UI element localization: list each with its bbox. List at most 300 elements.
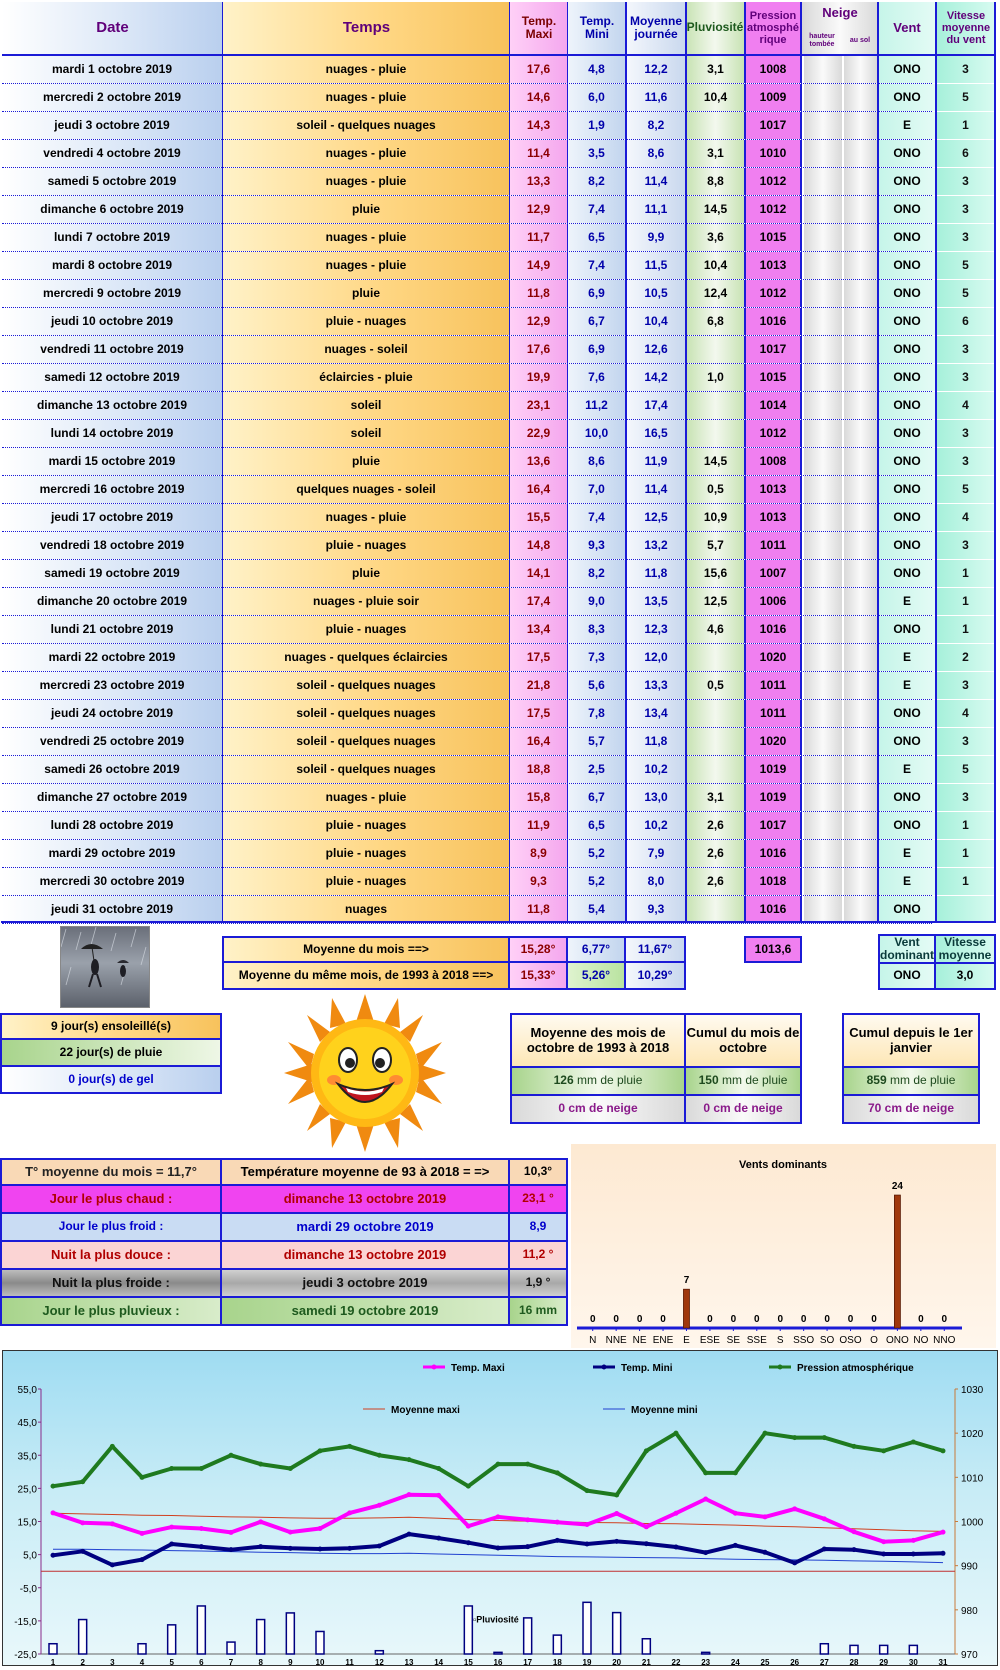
cell-pression: 1018	[744, 868, 802, 895]
cell-neige-hauteur	[804, 644, 842, 671]
cell-moyenne: 8,0	[627, 868, 685, 895]
cell-tmin: 6,5	[568, 224, 625, 251]
cell-vitesse: 5	[937, 280, 994, 307]
wind-category-label: OSO	[839, 1335, 862, 1346]
temp-maxi-point	[199, 1526, 204, 1531]
cell-neige-sol	[844, 476, 877, 503]
annee-neige: 70 cm de neige	[842, 1096, 980, 1124]
cell-temps: soleil	[223, 420, 509, 447]
cell-pression: 1020	[744, 728, 802, 755]
wind-bar-label: 0	[730, 1314, 737, 1325]
cell-temps: nuages - pluie	[223, 504, 509, 531]
cell-tmin: 6,9	[568, 280, 625, 307]
temp-mini-point	[496, 1546, 501, 1551]
pression-point	[466, 1484, 471, 1489]
cell-pression: 1015	[744, 364, 802, 391]
cell-temps: pluie	[223, 280, 509, 307]
legend-pluviosite: ▫Pluviosité	[473, 1614, 519, 1625]
cell-vitesse: 3	[937, 532, 994, 559]
pression-point	[229, 1453, 234, 1458]
cell-neige-hauteur	[804, 868, 842, 895]
cell-temps: nuages - pluie	[223, 168, 509, 195]
cell-pluviosite	[687, 756, 744, 783]
cell-pression: 1011	[744, 532, 802, 559]
wind-bar-label: 0	[707, 1314, 713, 1325]
rain-bar	[79, 1620, 87, 1654]
rain-bar	[464, 1606, 472, 1654]
cell-pression: 1012	[744, 280, 802, 307]
moyenne-mois-label: Moyenne du mois ==>	[222, 936, 510, 963]
cell-neige-sol	[844, 336, 877, 363]
cell-vent: ONO	[879, 140, 935, 167]
cell-vent: ONO	[879, 56, 935, 83]
temp-maxi-point	[941, 1530, 946, 1535]
pression-point	[792, 1435, 797, 1440]
pression-point	[80, 1479, 85, 1484]
froid-value: 8,9	[510, 1214, 568, 1242]
cell-neige-hauteur	[804, 700, 842, 727]
cell-moyenne: 8,2	[627, 112, 685, 139]
cell-tmin: 7,4	[568, 196, 625, 223]
rain-bar	[494, 1652, 502, 1654]
rain-bar	[583, 1602, 591, 1654]
cell-pluviosite	[687, 728, 744, 755]
cell-neige-sol	[844, 224, 877, 251]
temp-mini-point	[318, 1546, 323, 1551]
cell-pluviosite: 3,1	[687, 784, 744, 811]
cell-date: jeudi 10 octobre 2019	[2, 308, 222, 335]
cell-pression: 1008	[744, 448, 802, 475]
pression-point	[911, 1440, 916, 1445]
wind-bar	[894, 1195, 900, 1328]
temp-mini-point	[229, 1547, 234, 1552]
wind-bar-label: 0	[847, 1314, 854, 1325]
cell-pluviosite: 2,6	[687, 812, 744, 839]
wind-bar-label: 24	[891, 1181, 903, 1193]
cell-pression: 1012	[744, 196, 802, 223]
wind-category-label: ESE	[699, 1335, 720, 1346]
chaud-label: Jour le plus chaud :	[0, 1186, 222, 1214]
cell-vent: E	[879, 840, 935, 867]
cell-vent: ONO	[879, 392, 935, 419]
legend-marker	[432, 1365, 437, 1370]
cell-tmin: 3,5	[568, 140, 625, 167]
cell-moyenne: 11,9	[627, 448, 685, 475]
cell-temps: pluie - nuages	[223, 868, 509, 895]
rain-bar	[257, 1620, 265, 1654]
rain-bar	[880, 1645, 888, 1654]
pluvieux-date: samedi 19 octobre 2019	[222, 1298, 510, 1326]
left-tick-label: -5,0	[19, 1583, 37, 1595]
cell-vent: E	[879, 672, 935, 699]
cell-vitesse: 3	[937, 336, 994, 363]
header-vitesse: Vitesse moyenne du vent	[936, 2, 996, 54]
temp-mini-point	[199, 1544, 204, 1549]
cell-neige-hauteur	[804, 280, 842, 307]
cell-neige-hauteur	[804, 616, 842, 643]
cell-pression: 1006	[744, 588, 802, 615]
cell-date: jeudi 31 octobre 2019	[2, 896, 222, 923]
right-tick-label: 1020	[961, 1429, 984, 1441]
cell-vitesse: 1	[937, 560, 994, 587]
cell-vent: ONO	[879, 252, 935, 279]
moyenne-neige: 0 cm de neige	[510, 1096, 686, 1124]
cell-tmin: 7,4	[568, 252, 625, 279]
cell-tmin: 5,4	[568, 896, 625, 923]
wind-category-label: NNE	[605, 1335, 627, 1346]
cell-tmax: 11,8	[510, 280, 567, 307]
cell-neige-hauteur	[804, 364, 842, 391]
rain-bar	[820, 1644, 828, 1654]
wind-category-label: ONO	[886, 1335, 909, 1346]
temp-mini-point	[674, 1545, 679, 1550]
legend-marker	[602, 1365, 607, 1370]
annee-pluie-unit: mm de pluie	[890, 1073, 956, 1088]
cell-moyenne: 11,5	[627, 252, 685, 279]
temp-mini-point	[614, 1539, 619, 1544]
temp-maxi-point	[407, 1492, 412, 1497]
cell-tmin: 7,6	[568, 364, 625, 391]
x-tick-label: 10	[315, 1658, 325, 1667]
header-date: Date	[2, 2, 223, 54]
temp-maxi-point	[288, 1530, 293, 1535]
cell-neige-sol	[844, 84, 877, 111]
wind-category-label: SSE	[746, 1335, 767, 1346]
cell-moyenne: 12,3	[627, 616, 685, 643]
cell-temps: pluie - nuages	[223, 308, 509, 335]
wind-chart	[571, 1144, 996, 1348]
cell-pression: 1015	[744, 224, 802, 251]
cell-pluviosite: 2,6	[687, 868, 744, 895]
temp-maxi-point	[763, 1514, 768, 1519]
header-neige-label: Neige	[822, 5, 858, 20]
rain-bar	[613, 1613, 621, 1654]
moyenne-pluie	[510, 1068, 686, 1096]
cell-temps: soleil - quelques nuages	[223, 756, 509, 783]
temp-maxi-point	[466, 1524, 471, 1529]
cell-tmax: 14,8	[510, 532, 567, 559]
rain-bar	[702, 1652, 710, 1654]
douce-date: dimanche 13 octobre 2019	[222, 1242, 510, 1270]
cell-pluviosite: 3,1	[687, 56, 744, 83]
rain-bar	[553, 1635, 561, 1654]
right-tick-label: 1000	[961, 1517, 984, 1529]
cell-vent: ONO	[879, 308, 935, 335]
cell-vitesse: 5	[937, 84, 994, 111]
cell-vent: ONO	[879, 560, 935, 587]
cell-date: mercredi 30 octobre 2019	[2, 868, 222, 895]
temp-mini-point	[941, 1551, 946, 1556]
legend-label: Temp. Mini	[621, 1363, 673, 1374]
cell-temps: nuages - pluie	[223, 784, 509, 811]
temp-maxi-point	[911, 1538, 916, 1543]
x-tick-label: 13	[404, 1658, 414, 1667]
x-tick-label: 7	[228, 1658, 234, 1667]
left-tick-label: -25,0	[14, 1650, 37, 1661]
cell-neige-sol	[844, 504, 877, 531]
sun-smiley-icon	[282, 992, 448, 1154]
cell-vent: ONO	[879, 784, 935, 811]
cell-date: dimanche 13 octobre 2019	[2, 392, 222, 419]
pluvieux-value: 16 mm	[510, 1298, 568, 1326]
wind-category-label: N	[589, 1335, 597, 1346]
cell-vent: ONO	[879, 616, 935, 643]
left-tick-label: 35,0	[17, 1451, 37, 1463]
legend-label: Moyenne mini	[631, 1405, 698, 1416]
rain-bar	[375, 1651, 383, 1654]
cell-pluviosite	[687, 392, 744, 419]
pression-point	[110, 1444, 115, 1449]
nuitfroide-date: jeudi 3 octobre 2019	[222, 1270, 510, 1298]
cell-pluviosite: 12,4	[687, 280, 744, 307]
cell-vent: ONO	[879, 812, 935, 839]
cell-pression: 1012	[744, 168, 802, 195]
x-tick-label: 23	[701, 1658, 711, 1667]
cell-date: lundi 28 octobre 2019	[2, 812, 222, 839]
cell-neige-sol	[844, 392, 877, 419]
cell-neige-hauteur	[804, 196, 842, 223]
cell-pluviosite: 12,5	[687, 588, 744, 615]
cell-neige-hauteur	[804, 476, 842, 503]
pression-point	[496, 1462, 501, 1467]
temp-maxi-point	[229, 1530, 234, 1535]
cell-moyenne: 8,6	[627, 140, 685, 167]
temp-mini-point	[792, 1560, 797, 1565]
cell-tmin: 6,7	[568, 308, 625, 335]
tmoy-hist-value: 10,3°	[510, 1158, 568, 1186]
header-neige-sol: au sol	[849, 37, 871, 45]
temp-mini-point	[377, 1544, 382, 1549]
cell-temps: nuages - pluie	[223, 56, 509, 83]
temp-mini-point	[347, 1546, 352, 1551]
cell-date: vendredi 4 octobre 2019	[2, 140, 222, 167]
pression-point	[318, 1448, 323, 1453]
cell-vent: ONO	[879, 280, 935, 307]
cell-moyenne: 10,2	[627, 812, 685, 839]
cell-vent: ONO	[879, 532, 935, 559]
x-tick-label: 6	[199, 1658, 204, 1667]
cell-temps: soleil	[223, 392, 509, 419]
cell-neige-sol	[844, 280, 877, 307]
cell-tmax: 15,5	[510, 504, 567, 531]
cell-pluviosite: 8,8	[687, 168, 744, 195]
temp-mini-point	[51, 1553, 56, 1558]
cell-pression: 1016	[744, 308, 802, 335]
cell-vitesse: 3	[937, 784, 994, 811]
cell-neige-sol	[844, 56, 877, 83]
cell-pluviosite: 2,6	[687, 840, 744, 867]
temp-maxi-point	[614, 1511, 619, 1516]
cell-temps: nuages - quelques éclaircies	[223, 644, 509, 671]
cell-pluviosite: 1,0	[687, 364, 744, 391]
cell-vent: ONO	[879, 700, 935, 727]
cell-tmin: 5,6	[568, 672, 625, 699]
cell-pression: 1014	[744, 392, 802, 419]
cell-moyenne: 11,4	[627, 476, 685, 503]
cell-pluviosite: 10,9	[687, 504, 744, 531]
x-tick-label: 17	[523, 1658, 533, 1667]
x-tick-label: 15	[463, 1658, 473, 1667]
cell-vent: E	[879, 868, 935, 895]
temp-maxi-point	[80, 1520, 85, 1525]
moyenne-meme-label: Moyenne du même mois, de 1993 à 2018 ==>	[222, 963, 510, 990]
wind-bar-label: 0	[777, 1314, 783, 1325]
temp-maxi-point	[644, 1524, 649, 1529]
cell-neige-hauteur	[804, 588, 842, 615]
cell-temps: pluie - nuages	[223, 812, 509, 839]
cell-temps: quelques nuages - soleil	[223, 476, 509, 503]
cell-tmax: 16,4	[510, 476, 567, 503]
mois-neige: 0 cm de neige	[686, 1096, 802, 1124]
x-tick-label: 21	[641, 1658, 651, 1667]
cell-temps: pluie - nuages	[223, 840, 509, 867]
temp-mini-point	[763, 1550, 768, 1555]
legend-label: Temp. Maxi	[451, 1363, 505, 1374]
cell-neige-sol	[844, 364, 877, 391]
cell-temps: nuages - pluie soir	[223, 588, 509, 615]
temp-mini-point	[258, 1544, 263, 1549]
cell-tmin: 8,2	[568, 168, 625, 195]
wind-bar-label: 0	[941, 1314, 948, 1325]
cell-pluviosite	[687, 112, 744, 139]
temp-maxi-point	[318, 1526, 323, 1531]
cell-date: mardi 15 octobre 2019	[2, 448, 222, 475]
cell-tmin: 6,5	[568, 812, 625, 839]
cell-pression: 1011	[744, 672, 802, 699]
cell-tmax: 17,6	[510, 336, 567, 363]
pression-point	[881, 1448, 886, 1453]
douce-value: 11,2 °	[510, 1242, 568, 1270]
cell-neige-hauteur	[804, 56, 842, 83]
cell-pression: 1008	[744, 56, 802, 83]
cell-pression: 1019	[744, 756, 802, 783]
cell-tmax: 14,1	[510, 560, 567, 587]
cell-temps: nuages - pluie	[223, 252, 509, 279]
wind-bar-label: 0	[589, 1314, 596, 1325]
moyenne-pluie-value: 126	[553, 1073, 574, 1088]
wind-bar-label: 0	[918, 1314, 924, 1325]
cell-vitesse: 3	[937, 364, 994, 391]
header-tmin: Temp. Mini	[568, 2, 626, 54]
cell-neige-sol	[844, 252, 877, 279]
cell-neige-hauteur	[804, 252, 842, 279]
cell-tmin: 2,5	[568, 756, 625, 783]
cell-tmin: 5,2	[568, 840, 625, 867]
pression-point	[822, 1435, 827, 1440]
nuitfroide-label: Nuit la plus froide :	[0, 1270, 222, 1298]
wind-category-label: NNO	[933, 1335, 956, 1346]
pression-point	[377, 1453, 382, 1458]
line-chart	[2, 1350, 998, 1666]
cell-neige-hauteur	[804, 140, 842, 167]
temp-maxi-point	[881, 1539, 886, 1544]
cell-moyenne: 12,5	[627, 504, 685, 531]
cell-date: lundi 21 octobre 2019	[2, 616, 222, 643]
cell-vitesse: 3	[937, 728, 994, 755]
temp-maxi-point	[674, 1511, 679, 1516]
x-tick-label: 18	[552, 1658, 562, 1667]
x-tick-label: 30	[908, 1658, 918, 1667]
cell-moyenne: 11,4	[627, 168, 685, 195]
x-tick-label: 11	[345, 1658, 354, 1667]
header-pression: Pression atmosphérique	[744, 2, 802, 54]
wind-bar	[683, 1289, 689, 1328]
x-tick-label: 19	[582, 1658, 592, 1667]
cell-tmin: 7,4	[568, 504, 625, 531]
cell-tmin: 5,7	[568, 728, 625, 755]
pression-point	[555, 1470, 560, 1475]
cell-temps: pluie	[223, 196, 509, 223]
wind-bar-label: 0	[636, 1314, 643, 1325]
wind-bar-label: 0	[613, 1314, 619, 1325]
cell-tmax: 12,9	[510, 196, 567, 223]
wind-bar-label: 0	[800, 1314, 807, 1325]
left-tick-label: 5,0	[23, 1550, 37, 1562]
cell-pression: 1010	[744, 140, 802, 167]
temp-mini-point	[288, 1546, 293, 1551]
x-tick-label: 27	[819, 1658, 829, 1667]
cell-tmax: 22,9	[510, 420, 567, 447]
cell-moyenne: 12,2	[627, 56, 685, 83]
cell-vent: ONO	[879, 896, 935, 923]
cell-pluviosite: 3,6	[687, 224, 744, 251]
wind-category-label: SE	[726, 1335, 741, 1346]
temp-maxi-point	[496, 1514, 501, 1519]
cell-pluviosite: 3,1	[687, 140, 744, 167]
x-tick-label: 5	[169, 1658, 174, 1667]
pression-point	[585, 1488, 590, 1493]
cell-tmax: 13,4	[510, 616, 567, 643]
cell-moyenne: 11,1	[627, 196, 685, 223]
vitesse-moyenne-label: Vitesse moyenne	[936, 934, 996, 964]
x-tick-label: 29	[879, 1658, 889, 1667]
x-tick-label: 8	[258, 1658, 263, 1667]
cell-pluviosite: 10,4	[687, 252, 744, 279]
cell-tmin: 8,2	[568, 560, 625, 587]
cell-tmin: 6,7	[568, 784, 625, 811]
cell-neige-sol	[844, 308, 877, 335]
x-tick-label: 28	[849, 1658, 859, 1667]
cell-tmin: 7,8	[568, 700, 625, 727]
x-tick-label: 16	[493, 1658, 503, 1667]
cell-pluviosite: 5,7	[687, 532, 744, 559]
pression-point	[733, 1470, 738, 1475]
cell-date: jeudi 24 octobre 2019	[2, 700, 222, 727]
wind-bar-label: 0	[871, 1314, 877, 1325]
temp-mini-point	[525, 1544, 530, 1549]
cell-vitesse: 3	[937, 448, 994, 475]
pression-point	[674, 1431, 679, 1436]
cell-temps: soleil - quelques nuages	[223, 728, 509, 755]
cell-tmin: 1,9	[568, 112, 625, 139]
right-tick-label: 980	[961, 1605, 978, 1617]
legend-marker	[778, 1365, 783, 1370]
cell-neige-sol	[844, 728, 877, 755]
jours-pluie: 22 jour(s) de pluie	[0, 1040, 222, 1067]
pression-point	[347, 1444, 352, 1449]
cell-neige-sol	[844, 420, 877, 447]
cell-tmax: 9,3	[510, 868, 567, 895]
cell-moyenne: 11,6	[627, 84, 685, 111]
cell-neige-hauteur	[804, 420, 842, 447]
cell-neige-hauteur	[804, 756, 842, 783]
cell-neige-sol	[844, 560, 877, 587]
right-tick-label: 1030	[961, 1385, 984, 1396]
cell-moyenne: 10,4	[627, 308, 685, 335]
tmoy-hist-label: Température moyenne de 93 à 2018 = =>	[222, 1158, 510, 1186]
cell-neige-hauteur	[804, 896, 842, 923]
cell-tmax: 14,6	[510, 84, 567, 111]
